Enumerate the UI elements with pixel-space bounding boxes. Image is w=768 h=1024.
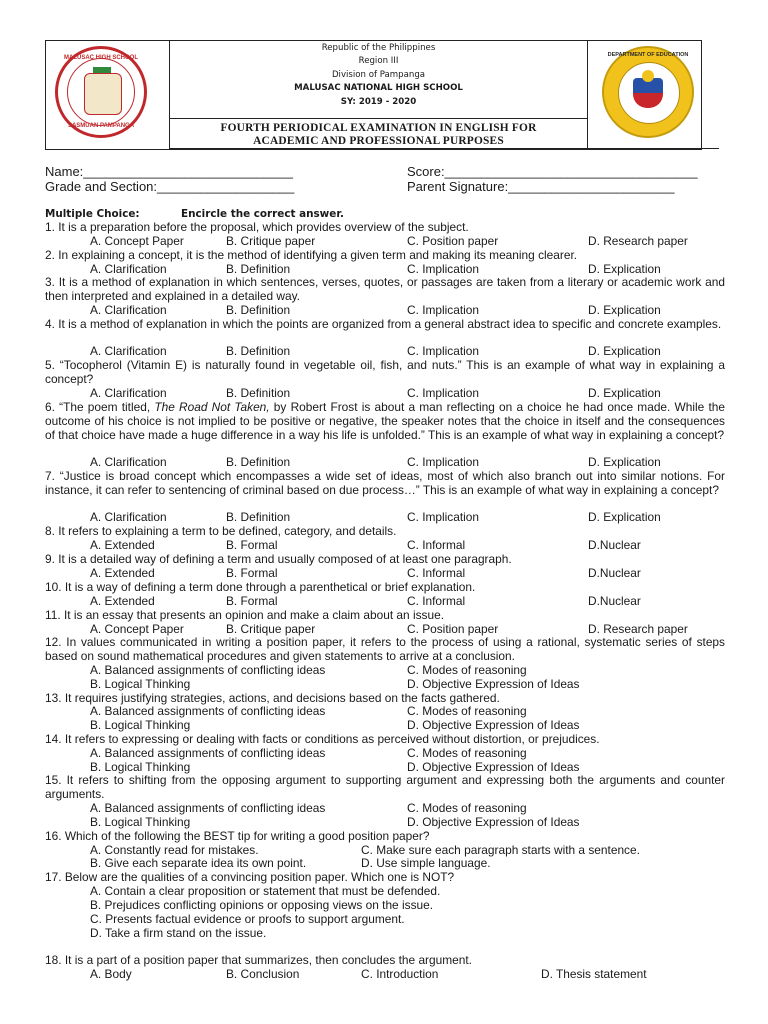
q6-option-b[interactable]: B. Definition bbox=[226, 455, 291, 469]
q14-option-d[interactable]: D. Objective Expression of Ideas bbox=[407, 760, 580, 774]
header-divider-right bbox=[587, 40, 588, 150]
q17-option-d[interactable]: D. Take a firm stand on the issue. bbox=[90, 926, 267, 940]
q13-option-a[interactable]: A. Balanced assignments of conflicting ideas bbox=[90, 704, 326, 718]
q5-option-d[interactable]: D. Explication bbox=[588, 386, 661, 400]
q18-option-c[interactable]: C. Introduction bbox=[361, 967, 439, 981]
header-divider-middle bbox=[169, 118, 587, 119]
q7-option-a[interactable]: A. Clarification bbox=[90, 510, 167, 524]
school-seal-logo: MALUSAC HIGH SCHOOL SASMUAN PAMPANGA bbox=[55, 46, 147, 138]
q15-option-d[interactable]: D. Objective Expression of Ideas bbox=[407, 815, 580, 829]
q1-option-b[interactable]: B. Critique paper bbox=[226, 234, 316, 248]
q8-option-d[interactable]: D.Nuclear bbox=[588, 538, 641, 552]
question-16: 16. Which of the following the BEST tip for writing a good position paper? bbox=[45, 829, 430, 843]
exam-title-line2: ACADEMIC AND PROFESSIONAL PURPOSES bbox=[253, 135, 504, 147]
q6-option-c[interactable]: C. Implication bbox=[407, 455, 480, 469]
question-2: 2. In explaining a concept, it is the method of identifying a given term and making its meaning clearer. bbox=[45, 248, 578, 262]
poem-title: The Road Not Taken, bbox=[154, 400, 270, 414]
q18-option-d[interactable]: D. Thesis statement bbox=[541, 967, 647, 981]
q13-option-b[interactable]: B. Logical Thinking bbox=[90, 718, 191, 732]
question-6: 6. “The poem titled, The Road Not Taken, by Robert Frost is about a man reflecting on a choice he had once made. While the outcome of his choice is not implied to be positive or negative, the speaker notes that the choice in itself and the consequences of that choice have made a huge difference in a way his life is unfolded.” This is an example of what way in explaining a concept? bbox=[45, 400, 726, 442]
q1-option-d[interactable]: D. Research paper bbox=[588, 234, 688, 248]
q11-option-c[interactable]: C. Position paper bbox=[407, 622, 499, 636]
q3-option-b[interactable]: B. Definition bbox=[226, 303, 291, 317]
q4-option-d[interactable]: D. Explication bbox=[588, 344, 661, 358]
q15-option-a[interactable]: A. Balanced assignments of conflicting ideas bbox=[90, 801, 326, 815]
question-4: 4. It is a method of explanation in which the points are organized from a general abstract idea to specific and concrete examples. bbox=[45, 317, 722, 331]
question-17: 17. Below are the qualities of a convincing position paper. Which one is NOT? bbox=[45, 870, 455, 884]
q2-option-a[interactable]: A. Clarification bbox=[90, 262, 167, 276]
q9-option-c[interactable]: C. Informal bbox=[407, 566, 466, 580]
grade-section-field: Grade and Section:___________________ bbox=[45, 179, 295, 194]
q7-option-d[interactable]: D. Explication bbox=[588, 510, 661, 524]
q8-option-b[interactable]: B. Formal bbox=[226, 538, 278, 552]
parent-signature-field: Parent Signature:_______________________ bbox=[407, 179, 675, 194]
q9-option-a[interactable]: A. Extended bbox=[90, 566, 155, 580]
q15-option-c[interactable]: C. Modes of reasoning bbox=[407, 801, 527, 815]
q10-option-a[interactable]: A. Extended bbox=[90, 594, 155, 608]
q5-option-b[interactable]: B. Definition bbox=[226, 386, 291, 400]
country-line: Republic of the Philippines bbox=[321, 43, 436, 53]
q1-option-a[interactable]: A. Concept Paper bbox=[90, 234, 184, 248]
q14-option-b[interactable]: B. Logical Thinking bbox=[90, 760, 191, 774]
q14-option-c[interactable]: C. Modes of reasoning bbox=[407, 746, 527, 760]
q4-option-c[interactable]: C. Implication bbox=[407, 344, 480, 358]
question-8: 8. It refers to explaining a term to be defined, category, and details. bbox=[45, 524, 397, 538]
q1-option-c[interactable]: C. Position paper bbox=[407, 234, 499, 248]
q6-option-d[interactable]: D. Explication bbox=[588, 455, 661, 469]
q17-option-b[interactable]: B. Prejudices conflicting opinions or opposing views on the issue. bbox=[90, 898, 434, 912]
q15-option-b[interactable]: B. Logical Thinking bbox=[90, 815, 191, 829]
question-14: 14. It refers to expressing or dealing with facts or conditions as perceived without distortion, or prejudices. bbox=[45, 732, 600, 746]
question-3: 3. It is a method of explanation in which sentences, verses, quotes, or passages are taken from a literary or academic work and then interpreted and explained in a detailed way. bbox=[45, 275, 725, 303]
q12-option-b[interactable]: B. Logical Thinking bbox=[90, 677, 191, 691]
school-name: MALUSAC NATIONAL HIGH SCHOOL bbox=[294, 83, 463, 94]
q3-option-a[interactable]: A. Clarification bbox=[90, 303, 167, 317]
q11-option-d[interactable]: D. Research paper bbox=[588, 622, 688, 636]
q14-option-a[interactable]: A. Balanced assignments of conflicting ideas bbox=[90, 746, 326, 760]
q16-option-b[interactable]: B. Give each separate idea its own point. bbox=[90, 856, 307, 870]
question-11: 11. It is an essay that presents an opinion and make a claim about an issue. bbox=[45, 608, 445, 622]
q12-option-a[interactable]: A. Balanced assignments of conflicting ideas bbox=[90, 663, 326, 677]
q8-option-c[interactable]: C. Informal bbox=[407, 538, 466, 552]
q16-option-c[interactable]: C. Make sure each paragraph starts with a sentence. bbox=[361, 843, 640, 857]
q18-option-b[interactable]: B. Conclusion bbox=[226, 967, 300, 981]
q2-option-d[interactable]: D. Explication bbox=[588, 262, 661, 276]
q9-option-d[interactable]: D.Nuclear bbox=[588, 566, 641, 580]
q16-option-a[interactable]: A. Constantly read for mistakes. bbox=[90, 843, 259, 857]
q5-option-c[interactable]: C. Implication bbox=[407, 386, 480, 400]
question-5: 5. “Tocopherol (Vitamin E) is naturally found in vegetable oil, fish, and nuts.” This is an example of what way in explaining a concept? bbox=[45, 358, 725, 386]
q13-option-d[interactable]: D. Objective Expression of Ideas bbox=[407, 718, 580, 732]
q17-option-a[interactable]: A. Contain a clear proposition or statement that must be defended. bbox=[90, 884, 441, 898]
q2-option-b[interactable]: B. Definition bbox=[226, 262, 291, 276]
q7-option-b[interactable]: B. Definition bbox=[226, 510, 291, 524]
name-field: Name:_____________________________ bbox=[45, 164, 293, 179]
question-12: 12. In values communicated in writing a position paper, it refers to the process of using a rational, systematic series of steps based on sound mathematical procedures and given statements to arrive at a conclusion. bbox=[45, 635, 725, 663]
q12-option-c[interactable]: C. Modes of reasoning bbox=[407, 663, 527, 677]
q10-option-b[interactable]: B. Formal bbox=[226, 594, 278, 608]
section-instruction: Encircle the correct answer. bbox=[181, 208, 344, 220]
q17-option-c[interactable]: C. Presents factual evidence or proofs to support argument. bbox=[90, 912, 405, 926]
q5-option-a[interactable]: A. Clarification bbox=[90, 386, 167, 400]
exam-header bbox=[45, 40, 702, 150]
q4-option-a[interactable]: A. Clarification bbox=[90, 344, 167, 358]
q16-option-d[interactable]: D. Use simple language. bbox=[361, 856, 491, 870]
q11-option-a[interactable]: A. Concept Paper bbox=[90, 622, 184, 636]
q10-option-d[interactable]: D.Nuclear bbox=[588, 594, 641, 608]
question-10: 10. It is a way of defining a term done through a parenthetical or brief explanation. bbox=[45, 580, 476, 594]
question-18: 18. It is a part of a position paper that summarizes, then concludes the argument. bbox=[45, 953, 472, 967]
school-year: SY: 2019 - 2020 bbox=[340, 96, 417, 107]
section-heading: Multiple Choice: bbox=[45, 208, 140, 220]
score-field: Score:___________________________________ bbox=[407, 164, 698, 179]
exam-title bbox=[170, 122, 587, 148]
q12-option-d[interactable]: D. Objective Expression of Ideas bbox=[407, 677, 580, 691]
q3-option-c[interactable]: C. Implication bbox=[407, 303, 480, 317]
exam-title-line1: FOURTH PERIODICAL EXAMINATION IN ENGLISH FOR bbox=[220, 122, 537, 134]
q10-option-c[interactable]: C. Informal bbox=[407, 594, 466, 608]
question-9: 9. It is a detailed way of defining a term and usually composed of at least one paragraph. bbox=[45, 552, 512, 566]
q4-option-b[interactable]: B. Definition bbox=[226, 344, 291, 358]
deped-seal-logo: DEPARTMENT OF EDUCATION bbox=[602, 46, 694, 138]
question-13: 13. It requires justifying strategies, actions, and decisions based on the facts gathered. bbox=[45, 691, 500, 705]
q2-option-c[interactable]: C. Implication bbox=[407, 262, 480, 276]
q18-option-a[interactable]: A. Body bbox=[90, 967, 132, 981]
q13-option-c[interactable]: C. Modes of reasoning bbox=[407, 704, 527, 718]
q7-option-c[interactable]: C. Implication bbox=[407, 510, 480, 524]
header-divider-bottom bbox=[169, 148, 719, 149]
q9-option-b[interactable]: B. Formal bbox=[226, 566, 278, 580]
q6-option-a[interactable]: A. Clarification bbox=[90, 455, 167, 469]
division-line: Division of Pampanga bbox=[331, 69, 426, 80]
question-7: 7. “Justice is broad concept which encompasses a wide set of ideas, most of which also branch out into similar notions. For instance, it can refer to sentencing of criminal based on due process…” This is an example of what way in explaining a concept? bbox=[45, 469, 725, 497]
q8-option-a[interactable]: A. Extended bbox=[90, 538, 155, 552]
school-info bbox=[170, 42, 587, 109]
question-1: 1. It is a preparation before the proposal, which provides overview of the subject. bbox=[45, 220, 469, 234]
region-line: Region III bbox=[358, 56, 399, 67]
q3-option-d[interactable]: D. Explication bbox=[588, 303, 661, 317]
question-15: 15. It refers to shifting from the opposing argument to supporting argument and expressing both the arguments and counter arguments. bbox=[45, 773, 725, 801]
q11-option-b[interactable]: B. Critique paper bbox=[226, 622, 316, 636]
